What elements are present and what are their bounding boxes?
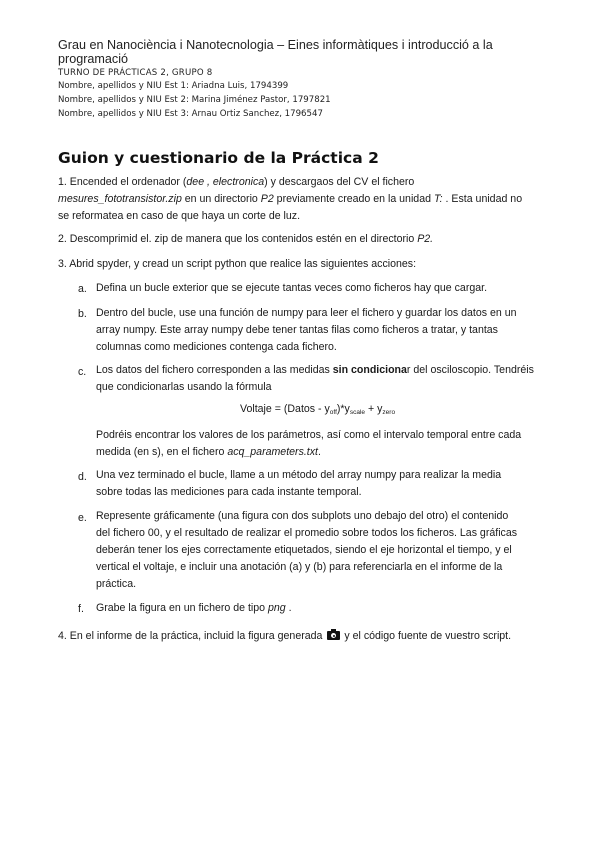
step-3-line: 3. Abrid spyder, y cread un script python que realice las siguientes acciones:: [58, 258, 417, 270]
item-c-line-3: Podréis encontrar los valores de los parámetros, así como el intervalo temporal entre cada: [96, 429, 522, 441]
item-d: [96, 467, 542, 501]
student-2-line: Nombre, apellidos y NIU Est 2: Marina Jiménez Pastor, 1797821: [58, 95, 331, 105]
item-e-line-4: vertical el voltaje, e incluir una anotación (a) y (b) para referenciarla en el informe de la: [96, 561, 503, 573]
item-d-line-1: Una vez terminado el bucle, llame a un método del array numpy para realizar la media: [96, 469, 502, 481]
item-e-line-2: del fichero 00, y el resultado de realizar el promedio sobre todos los ficheros. Las gráficas: [96, 527, 518, 539]
step-1-text-c: ) y descargaos del CV el fichero: [264, 176, 415, 188]
formula-sub-zero: zero: [382, 409, 396, 416]
formula-sub-scale: scale: [349, 409, 366, 416]
formula-sub-off: off: [329, 409, 337, 416]
student-3-line: Nombre, apellidos y NIU Est 3: Arnau Ortiz Sanchez, 1796547: [58, 109, 323, 119]
step-4-text-b: y el código fuente de vuestro script.: [344, 630, 512, 642]
drive-name: T:: [433, 193, 443, 205]
step-1-text-a: 1. Encended el ordenador (: [58, 176, 187, 188]
item-b-letter: b.: [78, 308, 87, 320]
item-c-text-a: Los datos del fichero corresponden a las medidas: [96, 364, 333, 376]
item-c-text-c: r del osciloscopio. Tendréis: [406, 364, 534, 376]
item-c-line-4: [96, 444, 542, 461]
step-1-text-b: dee , electronica: [186, 176, 265, 188]
step-1: [58, 174, 542, 225]
item-e: [96, 508, 542, 593]
item-b-line-3: columnas como mediciones contenga cada fichero.: [96, 341, 337, 353]
student-1-line: Nombre, apellidos y NIU Est 1: Ariadna Luis, 1794399: [58, 81, 289, 91]
item-c-bold: sin condiciona: [332, 364, 407, 376]
item-c-line-2: que condicionarlas usando la fórmula: [96, 381, 272, 393]
item-a: [96, 280, 542, 297]
camera-icon: [327, 629, 340, 640]
voltage-formula: [240, 403, 395, 416]
formula-part-a: Voltaje = (Datos - y: [240, 403, 330, 415]
item-c: [96, 362, 542, 396]
step-4-line: [58, 628, 542, 645]
step-1-line-3: se reformatea en caso de que haya un corte de luz.: [58, 210, 301, 222]
item-c-text-e: .: [318, 446, 321, 458]
step-3: [58, 256, 542, 273]
item-f-letter: f.: [78, 603, 84, 615]
item-b-line-1: Dentro del bucle, use una función de numpy para leer el fichero y guardar los datos en un: [96, 307, 517, 319]
item-d-letter: d.: [78, 471, 87, 483]
png-format: png: [267, 602, 286, 614]
item-c-line-1: [96, 362, 542, 379]
item-e-line-5: práctica.: [96, 578, 137, 590]
step-2-dir: P2.: [417, 233, 434, 245]
step-2: [58, 231, 542, 248]
step-1-line-1: [58, 174, 542, 191]
formula-part-b: )*y: [336, 403, 350, 415]
dir-name: P2: [260, 193, 274, 205]
item-b: [96, 305, 542, 356]
item-f-text-c: .: [285, 602, 292, 614]
step-4: [58, 628, 542, 645]
step-1-text-f: . Esta unidad no: [442, 193, 523, 205]
step-2-text: 2. Descomprimid el. zip de manera que los contenidos estén en el directorio: [58, 233, 418, 245]
item-e-line-1: Represente gráficamente (una figura con dos subplots uno debajo del otro) el contenido: [96, 510, 509, 522]
step-1-line-2: [58, 191, 542, 208]
item-f-text-a: Grabe la figura en un fichero de tipo: [96, 602, 268, 614]
item-b-line-2: array numpy. Este array numpy debe tener tantas filas como ficheros a tratar, y tantas: [96, 324, 498, 336]
page-title: Guion y cuestionario de la Práctica 2: [58, 149, 379, 167]
step-1-text-d: en un directorio: [181, 193, 261, 205]
item-c-cont: [96, 427, 542, 461]
item-c-letter: c.: [78, 366, 87, 378]
item-a-line-1: Defina un bucle exterior que se ejecute tantas veces como ficheros hay que cargar.: [96, 282, 488, 294]
course-title: Grau en Nanociència i Nanotecnologia – Eines informàtiques i introducció a la programació: [58, 38, 493, 66]
item-c-text-d: medida (en s), en el fichero: [96, 446, 228, 458]
zip-filename: mesures_fototransistor.zip: [58, 193, 182, 205]
item-f: [96, 600, 542, 617]
item-e-line-3: deberán tener los ejes correctamente etiquetados, siendo el eje horizontal el tiempo, y el: [96, 544, 512, 556]
item-f-line-1: [96, 600, 542, 617]
item-e-letter: e.: [78, 512, 87, 524]
item-d-line-2: sobre todas las mediciones para cada instante temporal.: [96, 486, 362, 498]
group-line: TURNO DE PRÁCTICAS 2, GRUPO 8: [58, 68, 213, 78]
step-1-text-e: previamente creado en la unidad: [273, 193, 434, 205]
step-2-line: [58, 231, 542, 248]
formula-part-c: + y: [365, 403, 383, 415]
item-a-letter: a.: [78, 283, 87, 295]
params-filename: acq_parameters.txt: [227, 446, 318, 458]
step-4-text-a: 4. En el informe de la práctica, incluid la figura generada: [58, 630, 323, 642]
